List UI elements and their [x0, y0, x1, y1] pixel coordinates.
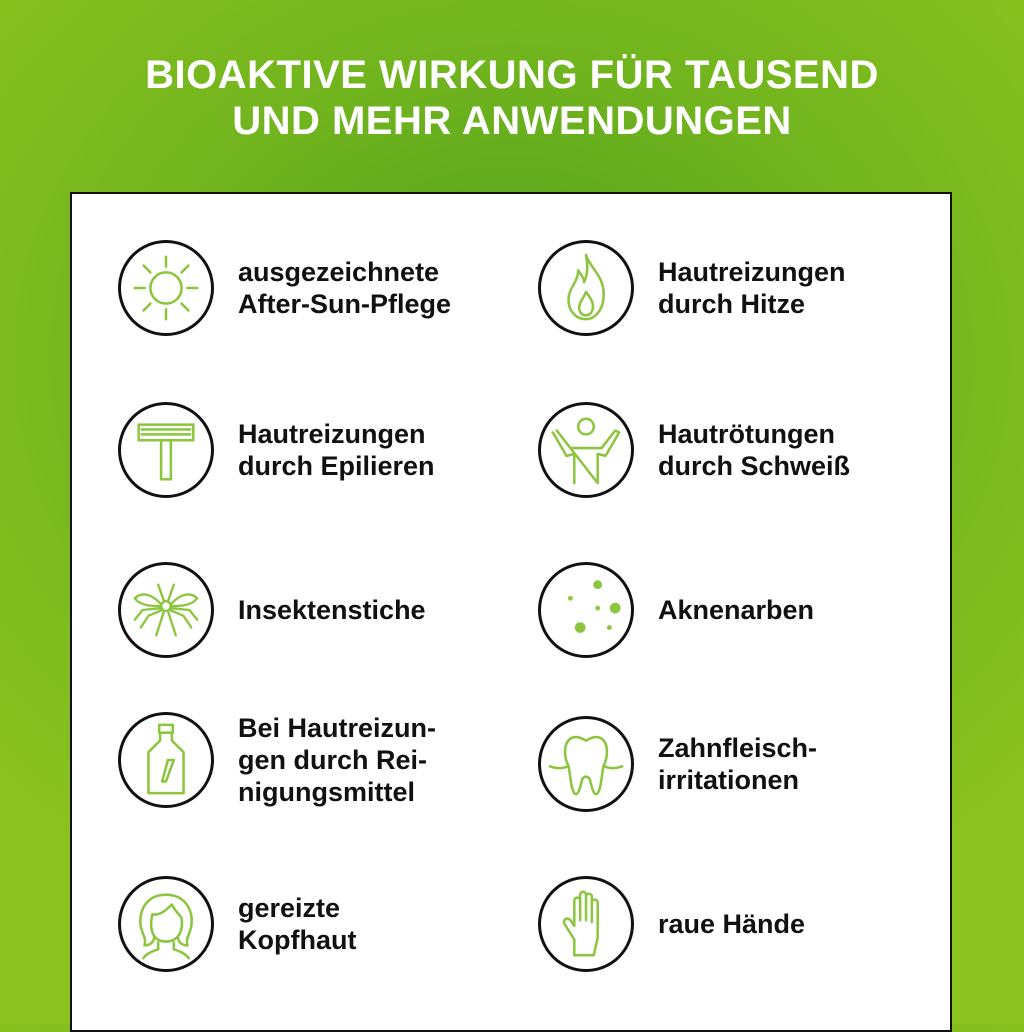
item-after-sun — [118, 240, 451, 336]
flame-icon — [538, 240, 634, 336]
mosquito-icon — [118, 562, 214, 658]
item-rough-hands — [538, 876, 805, 972]
head-hair-icon — [118, 876, 214, 972]
item-label: Zahnfleisch- irritationen — [658, 733, 818, 795]
item-label: gereizte Kopfhaut — [238, 893, 357, 955]
razor-icon — [118, 402, 214, 498]
item-detergent-irritation — [118, 712, 436, 808]
acne-dots-icon — [538, 562, 634, 658]
item-label: Aknenarben — [658, 595, 815, 625]
item-label: raue Hände — [658, 909, 806, 939]
item-irritated-scalp — [118, 876, 356, 972]
item-label: Insektenstiche — [238, 595, 426, 625]
applications-panel — [70, 192, 952, 1032]
headline-line-1: BIOAKTIVE WIRKUNG FÜR TAUSEND — [145, 53, 879, 97]
headline-line-2: UND MEHR ANWENDUNGEN — [232, 99, 792, 143]
item-sweat-redness — [538, 402, 850, 498]
sun-icon — [118, 240, 214, 336]
person-arms-up-icon — [538, 402, 634, 498]
tooth-icon — [538, 716, 634, 812]
item-epilation — [118, 402, 435, 498]
detergent-bottle-icon — [118, 712, 214, 808]
item-insect-bites — [118, 562, 426, 658]
item-heat-irritation — [538, 240, 846, 336]
item-label: Hautrötungen durch Schweiß — [658, 419, 851, 481]
hand-icon — [538, 876, 634, 972]
item-label: ausgezeichnete After-Sun-Pflege — [238, 257, 452, 319]
item-acne-scars — [538, 562, 814, 658]
item-gum-irritation — [538, 716, 817, 812]
headline — [0, 52, 1024, 144]
item-label: Bei Hautreizun- gen durch Rei- nigungsmittel — [238, 713, 437, 807]
item-label: Hautreizungen durch Epilieren — [238, 419, 435, 481]
item-label: Hautreizungen durch Hitze — [658, 257, 846, 319]
